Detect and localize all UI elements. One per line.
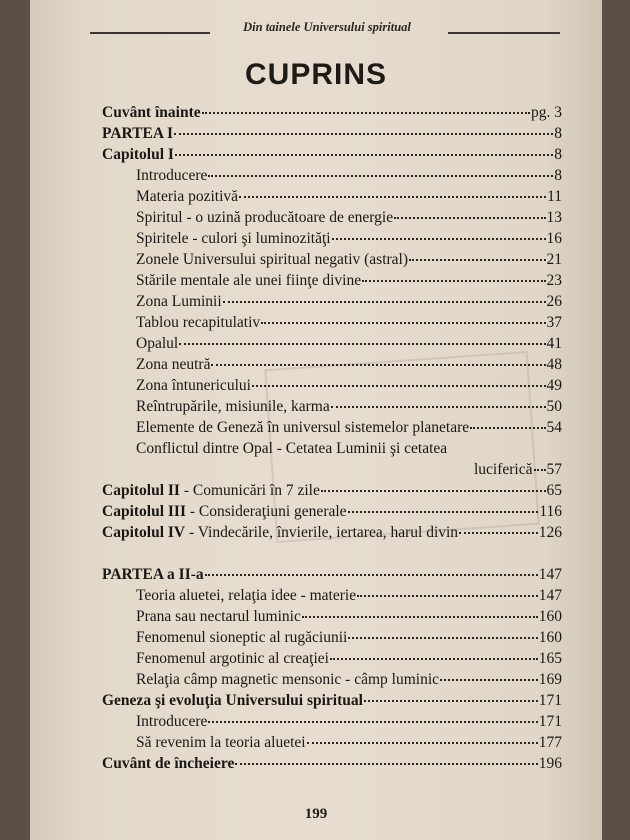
toc-entry-label-rest: - Consideraţiuni generale [186, 503, 347, 520]
toc-entry-page: 48 [546, 356, 562, 373]
toc-entry [102, 125, 562, 143]
toc-entry-label-line2: luciferică [473, 461, 533, 478]
toc-entry-label-rest: - Comunicări în 7 zile [179, 482, 320, 499]
toc-entry-label: Fenomenul argotinic al creaţiei [136, 650, 329, 667]
page-number: 199 [304, 806, 328, 822]
toc-entry-label: Fenomenul sioneptic al rugăciunii [136, 629, 348, 646]
toc-entry-page: 65 [546, 482, 562, 499]
dot-leader [332, 236, 546, 240]
toc-entry [136, 293, 562, 311]
toc-entry-page: 23 [546, 272, 562, 289]
toc-entry [136, 671, 562, 689]
toc-entry [136, 419, 562, 437]
toc-entry-page: 49 [546, 377, 562, 394]
toc-entry-page: 165 [538, 650, 562, 667]
toc-entry-label: Relaţia câmp magnetic mensonic - câmp luminic [136, 671, 440, 688]
dot-leader [208, 173, 553, 177]
toc-entry-page: 147 [538, 566, 562, 583]
toc-entry [102, 692, 562, 710]
toc-entry-label: Spiritul - o uzină producătoare de energie [136, 209, 394, 226]
toc-entry-page: 54 [546, 419, 562, 436]
toc-entry-label: Introducere [136, 167, 208, 184]
dot-leader [179, 341, 545, 345]
toc-entry-page: 26 [546, 293, 562, 310]
toc-entry [136, 230, 562, 248]
dot-leader [330, 656, 538, 660]
toc-entry-label: PARTEA a II-a [102, 566, 204, 583]
toc-entry-label: Cuvânt înainte [102, 104, 201, 121]
toc-entry-page: 13 [546, 209, 562, 226]
toc-entry-label: Opalul [136, 335, 179, 352]
dot-leader [394, 215, 545, 219]
dot-leader [470, 425, 545, 429]
toc-entry [136, 461, 562, 479]
toc-entry-label: Zona Luminii [136, 293, 222, 310]
dot-leader [174, 131, 553, 135]
toc-entry-page: 8 [554, 167, 562, 184]
toc-entry-label: Tablou recapitulativ [136, 314, 261, 331]
toc-entry [136, 377, 562, 395]
toc-entry-page: 177 [538, 734, 562, 751]
toc-entry-label: Zonele Universului spiritual negativ (astral) [136, 251, 409, 268]
toc-entry-label-bold: Capitolul IV [102, 524, 186, 541]
dot-leader [175, 152, 553, 156]
toc-entry [136, 713, 562, 731]
toc-entry [136, 335, 562, 353]
dot-leader [534, 467, 546, 471]
toc-entry-page: 16 [546, 230, 562, 247]
toc-entry-page: 57 [546, 461, 562, 478]
running-head-text: Din tainele Universului spiritual [243, 20, 411, 34]
toc-entry [136, 209, 562, 227]
toc-entry-page: 169 [538, 671, 562, 688]
dot-leader [362, 278, 545, 282]
toc-entry [136, 734, 562, 752]
toc-entry-label: PARTEA I [102, 125, 174, 142]
toc-entry-page: 160 [538, 608, 562, 625]
dot-leader [261, 320, 545, 324]
header-rule-right [448, 32, 560, 34]
toc-entry [102, 524, 562, 542]
header-rule-left [90, 32, 210, 34]
toc-entry-label: Reîntrupările, misiunile, karma [136, 398, 330, 415]
toc-entry-page: 116 [539, 503, 562, 520]
toc-entry-label: Zona neutră [136, 356, 211, 373]
toc-entry-page: 37 [546, 314, 562, 331]
dot-leader [357, 593, 538, 597]
dot-leader [364, 698, 538, 702]
dot-leader [302, 614, 538, 618]
toc-entry-page: 8 [554, 146, 562, 163]
dot-leader [321, 488, 546, 492]
toc-entry-page: 171 [538, 713, 562, 730]
toc-entry-label: Materia pozitivă [136, 188, 238, 205]
toc-entry-page: 21 [546, 251, 562, 268]
toc-entry [136, 167, 562, 185]
dot-leader [348, 635, 537, 639]
toc-entry-label: Teoria aluetei, relaţia idee - materie [136, 587, 357, 604]
book-page [30, 0, 602, 840]
toc-entry-label: Să revenim la teoria aluetei [136, 734, 306, 751]
toc-entry-page: 50 [546, 398, 562, 415]
toc-entry [136, 650, 562, 668]
toc-entry [136, 398, 562, 416]
toc-entry [102, 566, 562, 584]
toc-entry-label: Elemente de Geneză în universul sistemelor planetare [136, 419, 470, 436]
dot-leader [331, 404, 546, 408]
dot-leader [211, 362, 545, 366]
toc-entry-label-rest: - Vindecările, învierile, iertarea, harul divin [185, 524, 459, 541]
toc-entry-page: 160 [538, 629, 562, 646]
toc-entry-label: Zona întunericului [136, 377, 251, 394]
toc-entry [136, 251, 562, 269]
toc-entry-label-bold: Capitolul III [102, 503, 186, 520]
toc-entry-page: 11 [547, 188, 562, 205]
dot-leader [202, 110, 530, 114]
toc-entry [136, 356, 562, 374]
toc-entry-label: Prana sau nectarul luminic [136, 608, 301, 625]
dot-leader [307, 740, 538, 744]
toc-entry [136, 629, 562, 647]
toc-entry-label: Cuvânt de încheiere [102, 755, 235, 772]
dot-leader [348, 509, 539, 513]
dot-leader [208, 719, 537, 723]
toc-entry-page: 147 [538, 587, 562, 604]
toc-entry [136, 587, 562, 605]
toc-entry-label: Capitolul I [102, 146, 174, 163]
toc-entry-page: pg. 3 [531, 104, 562, 121]
dot-leader [223, 299, 546, 303]
toc-entry [136, 272, 562, 290]
toc-entry-label-bold: Capitolul II [102, 482, 180, 499]
toc-entry [102, 755, 562, 773]
toc-entry [102, 503, 562, 521]
toc-entry [102, 482, 562, 500]
dot-leader [459, 530, 538, 534]
toc-entry [102, 146, 562, 164]
toc-entry [102, 104, 562, 122]
toc-entry-label: Introducere [136, 713, 208, 730]
dot-leader [440, 677, 538, 681]
toc-entry-label-line1: Conflictul dintre Opal - Cetatea Luminii şi cetatea [136, 440, 448, 457]
dot-leader [235, 761, 537, 765]
toc-entry [136, 188, 562, 206]
toc-entry-page: 41 [546, 335, 562, 352]
page-title: CUPRINS [244, 58, 387, 91]
toc-entry [136, 314, 562, 332]
dot-leader [239, 194, 546, 198]
dot-leader [205, 572, 538, 576]
toc-entry-label: Stările mentale ale unei fiinţe divine [136, 272, 362, 289]
running-head [90, 18, 560, 40]
dot-leader [252, 383, 546, 387]
dot-leader [409, 257, 545, 261]
toc-entry-label: Spiritele - culori şi luminozităţi [136, 230, 331, 247]
toc-entry-page: 8 [554, 125, 562, 142]
toc-entry-page: 126 [538, 524, 562, 541]
toc-entry-page: 196 [538, 755, 562, 772]
toc-entry [136, 608, 562, 626]
toc-entry-label: Geneza şi evoluţia Universului spiritual [102, 692, 363, 709]
toc-entry-page: 171 [538, 692, 562, 709]
